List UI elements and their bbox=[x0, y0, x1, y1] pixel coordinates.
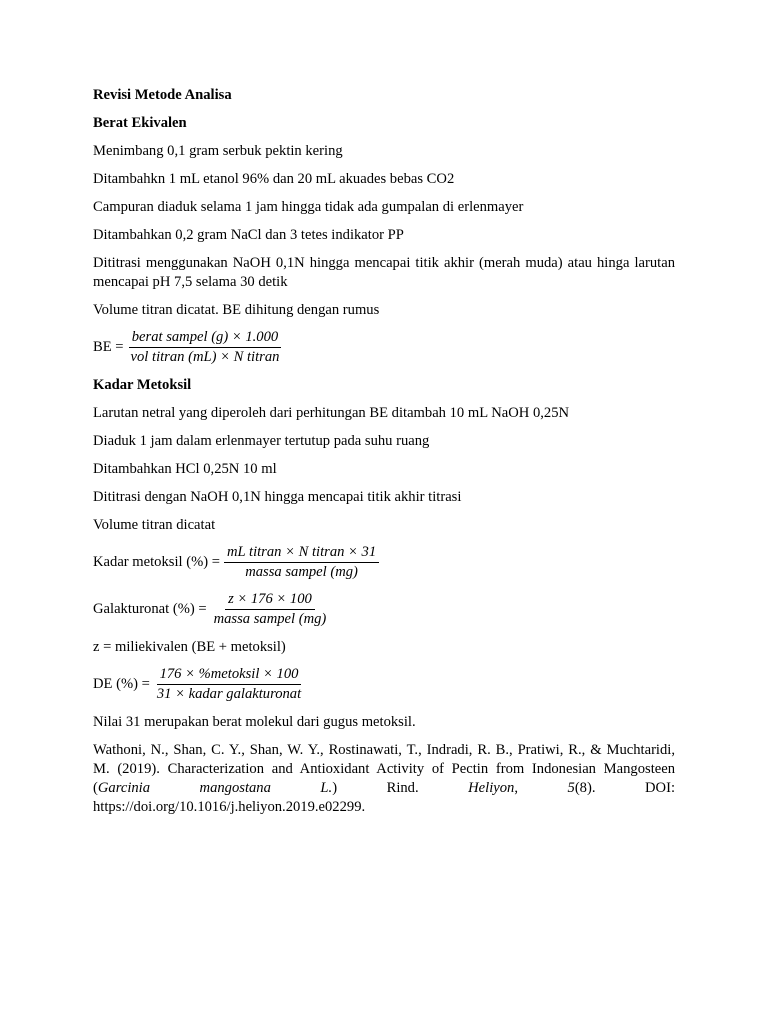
step-text: Ditambahkn 1 mL etanol 96% dan 20 mL akuades bebas CO2 bbox=[93, 171, 455, 187]
formula-galakturonat bbox=[93, 591, 675, 628]
step-text: Ditambahkan 0,2 gram NaCl dan 3 tetes indikator PP bbox=[93, 227, 404, 243]
reference-after-species: ) Rind. bbox=[332, 780, 469, 796]
fraction-denominator: massa sampel (mg) bbox=[213, 611, 327, 627]
step-text: Ditambahkan HCl 0,25N 10 ml bbox=[93, 461, 277, 477]
formula-be bbox=[93, 329, 675, 366]
reference-authors: Wathoni, N., Shan, C. Y., Shan, W. Y., Rostinawati, T., Indradi, R. B., Pratiwi, R., & Muchtaridi, M. (2019). Characterization and Antioxidant Activity of Pectin from Indonesian Mangosteen ( bbox=[93, 742, 675, 796]
note-text: Nilai 31 merupakan berat molekul dari gugus metoksil. bbox=[93, 714, 416, 730]
formula-label: Kadar metoksil (%) = bbox=[93, 554, 220, 570]
fraction-numerator: berat sampel (g) × 1.000 bbox=[129, 329, 281, 348]
fraction-denominator: vol titran (mL) × N titran bbox=[130, 349, 280, 365]
step-text: Volume titran dicatat bbox=[93, 517, 216, 533]
formula-kadar-metoksil bbox=[93, 544, 675, 581]
step-text: Campuran diaduk selama 1 jam hingga tidak ada gumpalan di erlenmayer bbox=[93, 199, 524, 215]
fraction-numerator: mL titran × N titran × 31 bbox=[224, 544, 379, 563]
reference-doi[interactable]: https://doi.org/10.1016/j.heliyon.2019.e02299. bbox=[93, 799, 366, 815]
reference-issue: (8). DOI: bbox=[574, 780, 675, 796]
reference-journal: Heliyon bbox=[468, 780, 515, 796]
formula-label: BE = bbox=[93, 339, 124, 355]
fraction bbox=[211, 591, 330, 628]
step-text: Volume titran dicatat. BE dihitung dengan rumus bbox=[93, 302, 380, 318]
fraction bbox=[224, 544, 379, 581]
section-heading-kadar-metoksil: Kadar Metoksil bbox=[93, 377, 192, 393]
section-heading-berat-ekivalen: Berat Ekivalen bbox=[93, 115, 187, 131]
reference-citation bbox=[93, 741, 675, 798]
fraction bbox=[154, 666, 304, 703]
step-text: Dititrasi dengan NaOH 0,1N hingga mencapai titik akhir titrasi bbox=[93, 489, 462, 505]
reference-volume: 5 bbox=[567, 780, 575, 796]
fraction-numerator: z × 176 × 100 bbox=[225, 591, 315, 610]
step-text: Menimbang 0,1 gram serbuk pektin kering bbox=[93, 143, 343, 159]
z-definition: z = miliekivalen (BE + metoksil) bbox=[93, 639, 286, 655]
fraction-denominator: 31 × kadar galakturonat bbox=[156, 686, 302, 702]
formula-de bbox=[93, 666, 675, 703]
reference-separator: , bbox=[514, 780, 568, 796]
document-title: Revisi Metode Analisa bbox=[93, 87, 232, 103]
step-text: Diaduk 1 jam dalam erlenmayer tertutup pada suhu ruang bbox=[93, 433, 430, 449]
reference-species: Garcinia mangostana L. bbox=[97, 780, 333, 796]
fraction-numerator: 176 × %metoksil × 100 bbox=[157, 666, 302, 685]
formula-label: DE (%) = bbox=[93, 676, 150, 692]
step-text: Larutan netral yang diperoleh dari perhitungan BE ditambah 10 mL NaOH 0,25N bbox=[93, 405, 570, 421]
step-text: Dititrasi menggunakan NaOH 0,1N hingga mencapai titik akhir (merah muda) atau hinga larutan mencapai pH 7,5 selama 30 detik bbox=[93, 255, 675, 290]
formula-label: Galakturonat (%) = bbox=[93, 601, 207, 617]
fraction bbox=[128, 329, 283, 366]
document-page bbox=[93, 86, 675, 826]
fraction-denominator: massa sampel (mg) bbox=[245, 564, 358, 580]
